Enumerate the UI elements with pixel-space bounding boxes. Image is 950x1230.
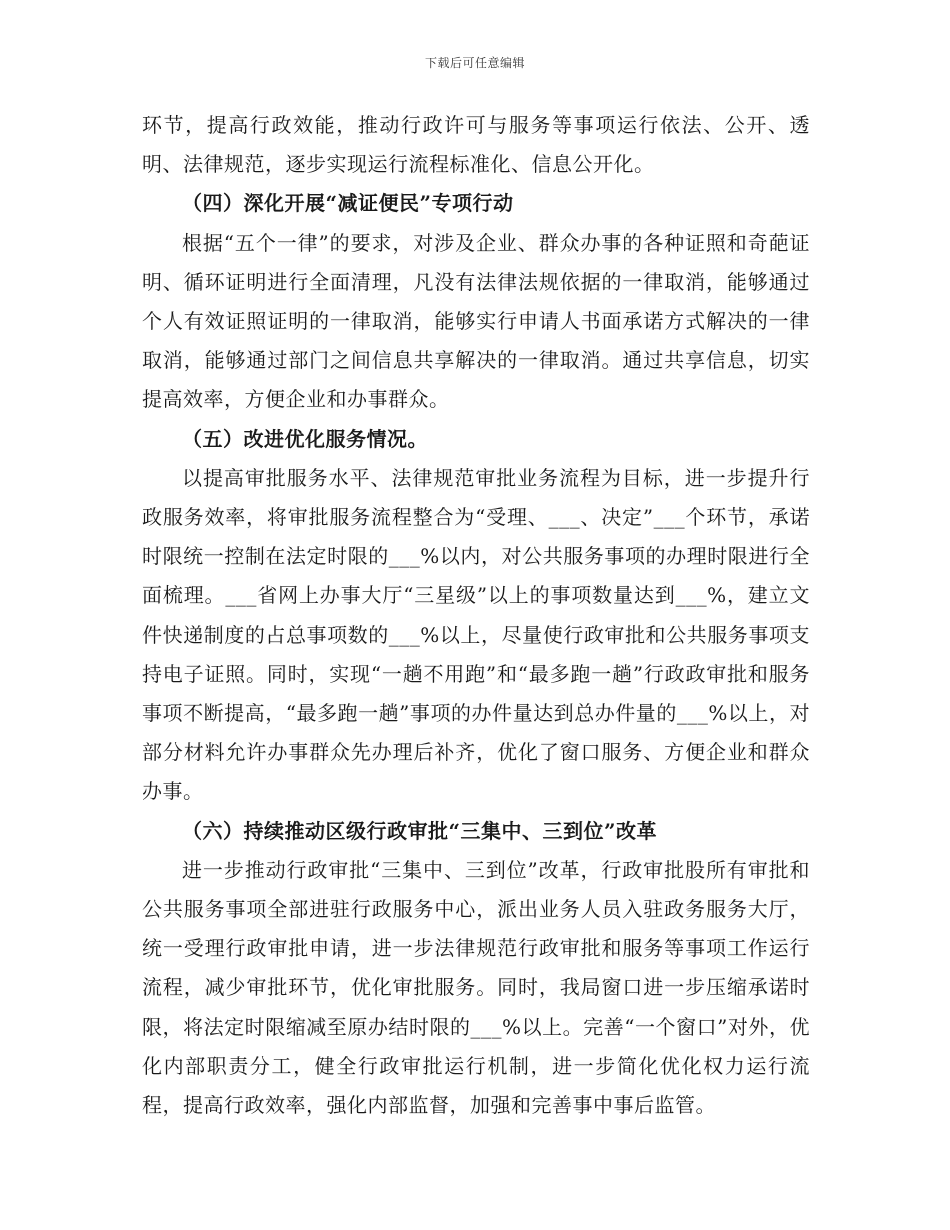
paragraph-section-5: 以提高审批服务水平、法律规范审批业务流程为目标，进一步提升行政服务效率，将审批服务流程整合为“受理、___、决定”___个环节，承诺时限统一控制在法定时限的___%以内，对公共服务事项的办理时限进行全面梳理。___省网上办事大厅“三星级”以上的事项数量达到___%，建立文件快递制度的占总事项数的___%以上，尽量使行政审批和公共服务事项支持电子证照。同时，实现“一趟不用跑”和“最多跑一趟”行政政审批和服务事项不断提高，“最多跑一趟”事项的办件量达到总办件量的___%以上，对部分材料允许办事群众先办理后补齐，优化了窗口服务、方便企业和群众办事。: [142, 465, 810, 804]
paragraph-continuation: 环节，提高行政效能，推动行政许可与服务等事项运行依法、公开、透明、法律规范，逐步实现运行流程标准化、信息公开化。: [142, 113, 810, 177]
paragraph-section-4: 根据“五个一律”的要求，对涉及企业、群众办事的各种证照和奇葩证明、循环证明进行全面清理，凡没有法律法规依据的一律取消，能够通过个人有效证照证明的一律取消，能够实行申请人书面承诺方式解决的一律取消，能够通过部门之间信息共享解决的一律取消。通过共享信息，切实提高效率，方便企业和办事群众。: [142, 230, 810, 412]
paragraph-section-6: 进一步推动行政审批“三集中、三到位”改革，行政审批股所有审批和公共服务事项全部进驻行政服务中心，派出业务人员入驻政务服务大厅，统一受理行政审批申请，进一步法律规范行政审批和服务等事项工作运行流程，减少审批环节，优化审批服务。同时，我局窗口进一步压缩承诺时限，将法定时限缩减至原办结时限的___%以上。完善“一个窗口”对外，优化内部职责分工，健全行政审批运行机制，进一步简化优化权力运行流程，提高行政效率，强化内部监督，加强和完善事中事后监管。: [142, 857, 810, 1118]
section-heading-6: （六）持续推动区级行政审批“三集中、三到位”改革: [182, 818, 658, 843]
section-heading-4: （四）深化开展“减证便民”专项行动: [182, 191, 514, 216]
section-heading-5: （五）改进优化服务情况。: [182, 426, 428, 451]
document-body: [142, 106, 810, 1125]
page-header: 下载后可任意编辑: [424, 56, 525, 70]
